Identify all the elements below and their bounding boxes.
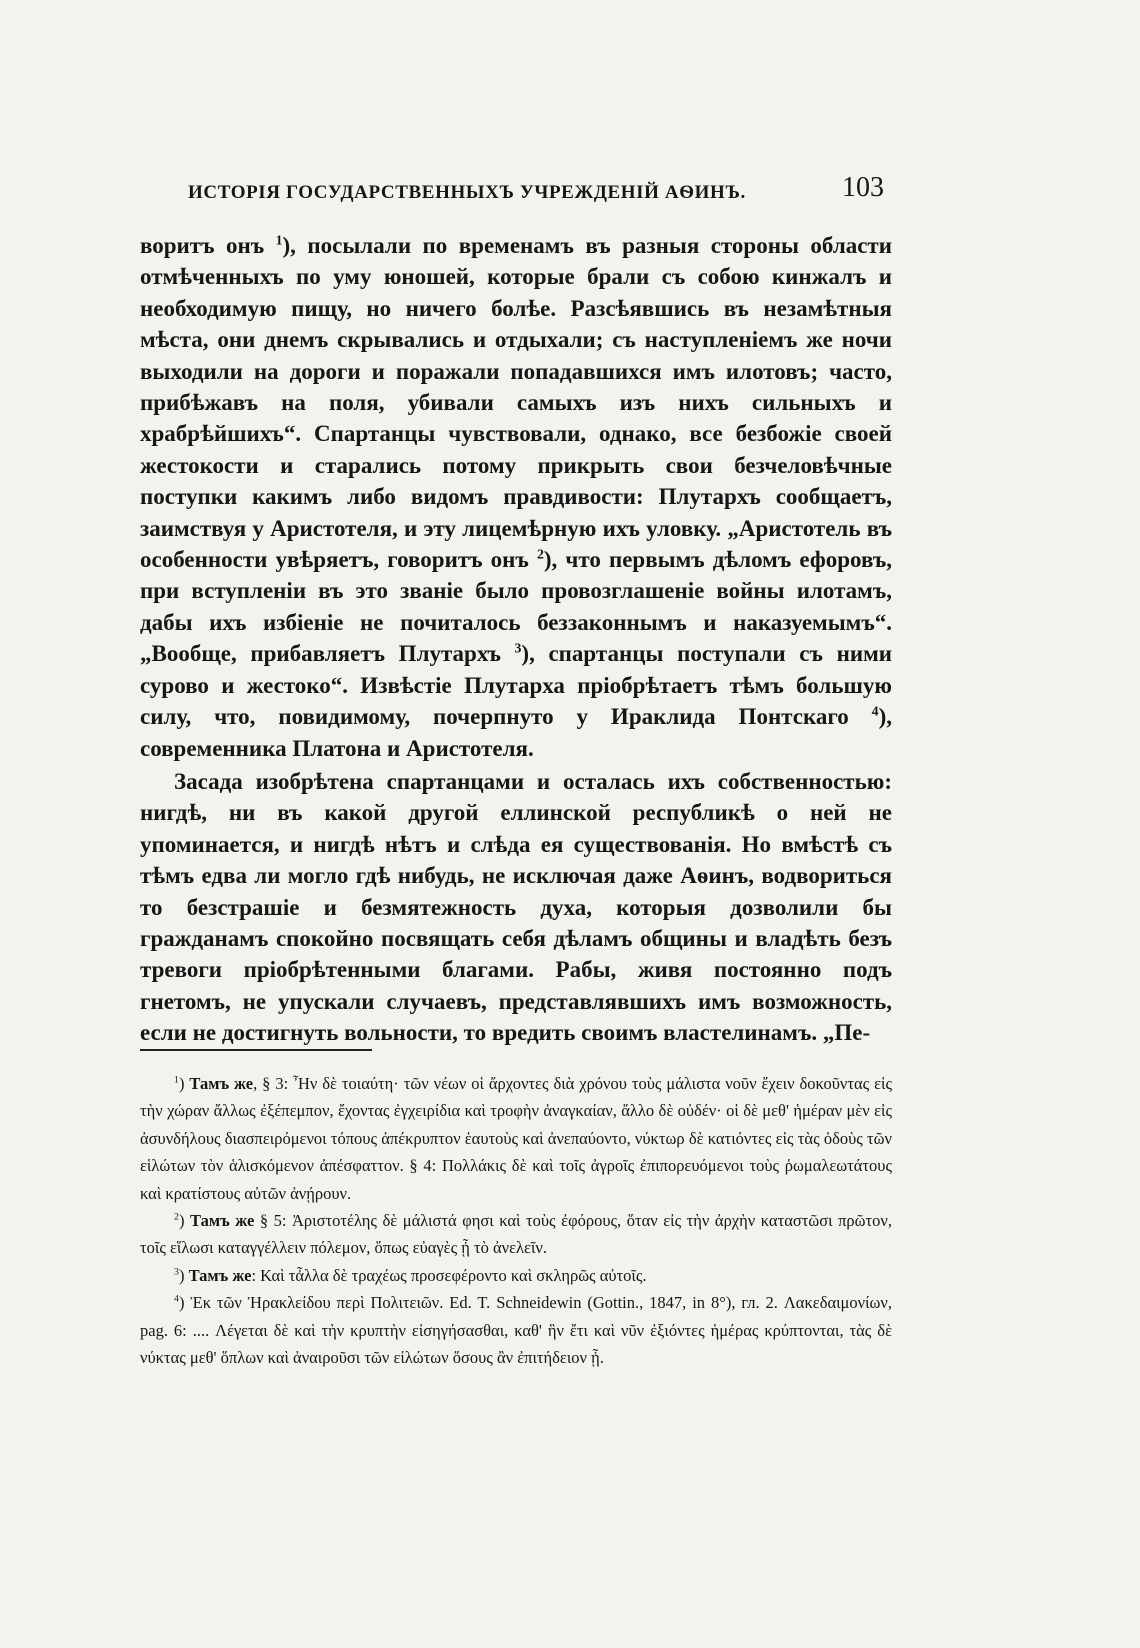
- footnote-text: Ἐκ τῶν Ἡρακλείδου περὶ Πολιτειῶν. Ed. T. Schneidewin (Gottin., 1847, in 8°), гл. 2. Λακεδαιμονίων, pag. 6: .... Λέγεται δὲ καὶ τὴν κρυπτὴν εἰσηγήσασθαι, καθ' ἣν ἔτι καὶ νῦν ἐξιόντες ἡμέρας κρύπτονται, τὰς δὲ νύκτας μεθ' ὅπλων καὶ ἀναιροῦσι τῶν εἱλώτων ὅσους ἂν ἐπιτήδειον ᾖ.: [140, 1293, 892, 1368]
- text-segment: ), спартанцы поступали съ ними сурово и жестоко“. Извѣстіе Плутарха пріобрѣтаетъ тѣмъ большую силу, что, повидимому, почерпнуто у Ираклида Понтскаго: [140, 641, 892, 730]
- footnote-divider: [140, 1049, 372, 1051]
- footnote: $^4$) Ἐκ τῶν Ἡρακλείδου περὶ Πολιτειῶν. Ed. T. Schneidewin (Gottin., 1847, in 8°), гл. 2. Λακεδαιμονίων, pag. 6: .... Λέγεται δὲ καὶ τὴν κρυπτὴν εἰσηγήσασθαι, καθ' ἣν ἔτι καὶ νῦν ἐξιόντες ἡμέρας κρύπτονται, τὰς δὲ νύκτας μεθ' ὅπλων καὶ ἀναιροῦσι τῶν εἱλώτων ὅσους ἂν ἐπιτήδειον ᾖ.: [140, 1293, 892, 1368]
- footnote: $^3$) Тамъ же: Καὶ τἆλλα δὲ τραχέως προσεφέροντο καὶ σκληρῶς αὐτοῖς.: [174, 1265, 647, 1285]
- footnote-text: : Καὶ τἆλλα δὲ τραχέως προσεφέροντο καὶ σκληρῶς αὐτοῖς.: [251, 1265, 647, 1285]
- footnote-ref: 2: [536, 546, 544, 562]
- text-segment: ), что первымъ дѣломъ ефоровъ, при вступленіи въ это званіе было провозглашеніе войны илотамъ, дабы ихъ избіеніе не почиталось беззаконнымъ и наказуемымъ“. „Вообще, прибавляетъ Плутархъ: [140, 547, 892, 667]
- body-paragraph: [140, 230, 892, 764]
- footnote-ref: 3: [514, 640, 522, 656]
- footnote-text: § 5: Ἀριστοτέλης δὲ μάλιστά φησι καὶ τοὺς ἐφόρους, ὅταν εἰς τὴν ἀρχὴν καταστῶσι πρῶτον, τοῖς εἵλωσι καταγγέλλειν πόλεμον, ὅπως εὐαγὲς ᾖ τὸ ἀνελεῖν.: [140, 1211, 892, 1258]
- footnote-lead: Тамъ же: [189, 1074, 254, 1093]
- footnote-lead: Тамъ же: [188, 1265, 252, 1285]
- footnote-mark: 2: [174, 1211, 179, 1223]
- footnote-mark: 3: [174, 1266, 179, 1278]
- page-number: 103: [842, 172, 884, 203]
- running-head: ИСТОРІЯ ГОСУДАРСТВЕННЫХЪ УЧРЕЖДЕНІЙ АѲИНЪ.: [188, 182, 746, 203]
- text-segment: воритъ онъ: [140, 233, 276, 258]
- footnote-ref: 1: [275, 232, 283, 248]
- body-paragraph: [140, 766, 892, 1049]
- page-header: [140, 172, 900, 212]
- footnote-mark: 1: [174, 1074, 179, 1086]
- footnote-ref: 4: [871, 703, 879, 719]
- footnotes: [140, 1070, 892, 1371]
- text-segment: ), посылали по временамъ въ разныя стороны области отмѣченныхъ по уму юношей, которые брали съ собою кинжалъ и необходимую пищу, но ничего болѣе. Разсѣявшись въ незамѣтныя мѣста, они днемъ скрывались и отдыхали; съ наступленіемъ же ночи выходили на дороги и поражали попадавшихся имъ илотовъ; часто, прибѣжавъ на поля, убивали самыхъ изъ нихъ сильныхъ и храбрѣйшихъ“. Спартанцы чувствовали, однако, все безбожіе своей жестокости и старались потому прикрыть свои безчеловѣчные поступки какимъ либо видомъ правдивости: Плутархъ сообщаетъ, заимствуя у Аристотеля, и эту лицемѣрную ихъ уловку. „Аристотель въ особенности увѣряетъ, говоритъ онъ: [140, 233, 892, 573]
- footnote: $^1$) Тамъ же, § 3: Ἦν δὲ τοιαύτη· τῶν νέων οἱ ἄρχοντες διὰ χρόνου τοὺς μάλιστα νοῦν ἔχειν δοκοῦντας εἰς τὴν χώραν ἄλλως ἐξέπεμπον, ἔχοντας ἐγχειρίδια καὶ τροφὴν ἀναγκαίαν, ἄλλο δὲ οὐδέν· οἱ δὲ μεθ' ἡμέραν μὲν εἰς ἀσυνδήλους διασπειρόμενοι τόπους ἀπέκρυπτον ἑαυτοὺς καὶ ἀνεπαύοντο, νύκτωρ δὲ κατιόντες εἰς τὰς ὁδοὺς τῶν εἱλώτων τὸν ἁλισκόμενον ἀπέσφαττον. § 4: Πολλάκις δὲ καὶ τοῖς ἀγροῖς ἐπιπορευόμενοι τοὺς ῥωμαλεωτάτους καὶ κρατίστους αὐτῶν ἀνῄρουν.: [140, 1074, 893, 1203]
- footnote: $^2$) Тамъ же § 5: Ἀριστοτέλης δὲ μάλιστά φησι καὶ τοὺς ἐφόρους, ὅταν εἰς τὴν ἀρχὴν καταστῶσι πρῶτον, τοῖς εἵλωσι καταγγέλλειν πόλεμον, ὅπως εὐαγὲς ᾖ τὸ ἀνελεῖν.: [140, 1211, 892, 1258]
- body-text: [140, 230, 892, 1049]
- footnote-lead: Тамъ же: [189, 1211, 255, 1231]
- text-segment: ), современника Платона и Аристотеля.: [140, 704, 892, 761]
- footnote-text: , § 3: Ἦν δὲ τοιαύτη· τῶν νέων οἱ ἄρχοντες διὰ χρόνου τοὺς μάλιστα νοῦν ἔχειν δοκοῦντας εἰς τὴν χώραν ἄλλως ἐξέπεμπον, ἔχοντας ἐγχειρίδια καὶ τροφὴν ἀναγκαίαν, ἄλλο δὲ οὐδέν· οἱ δὲ μεθ' ἡμέραν μὲν εἰς ἀσυνδήλους διασπειρόμενοι τόπους ἀπέκρυπτον ἑαυτοὺς καὶ ἀνεπαύοντο, νύκτωρ δὲ κατιόντες εἰς τὰς ὁδοὺς τῶν εἱλώτων τὸν ἁλισκόμενον ἀπέσφαττον. § 4: Πολλάκις δὲ καὶ τοῖς ἀγροῖς ἐπιπορευόμενοι τοὺς ῥωμαλεωτάτους καὶ κρατίστους αὐτῶν ἀνῄρουν.: [140, 1074, 893, 1203]
- footnote-mark: 4: [174, 1293, 179, 1305]
- text-segment: Засада изобрѣтена спартанцами и осталась ихъ собственностью: нигдѣ, ни въ какой другой еллинской республикѣ о ней не упоминается, и нигдѣ нѣтъ и слѣда ея существованія. Но вмѣстѣ съ тѣмъ едва ли могло гдѣ нибудь, не исключая даже Аѳинъ, водвориться то безстрашіе и безмятежность духа, которыя дозволили бы гражданамъ спокойно посвящать себя дѣламъ общины и владѣть безъ тревоги пріобрѣтенными благами. Рабы, живя постоянно подъ гнетомъ, не упускали случаевъ, представлявшихъ имъ возможность, если не достигнуть вольности, то вредить своимъ властелинамъ. „Пе-: [140, 768, 892, 1046]
